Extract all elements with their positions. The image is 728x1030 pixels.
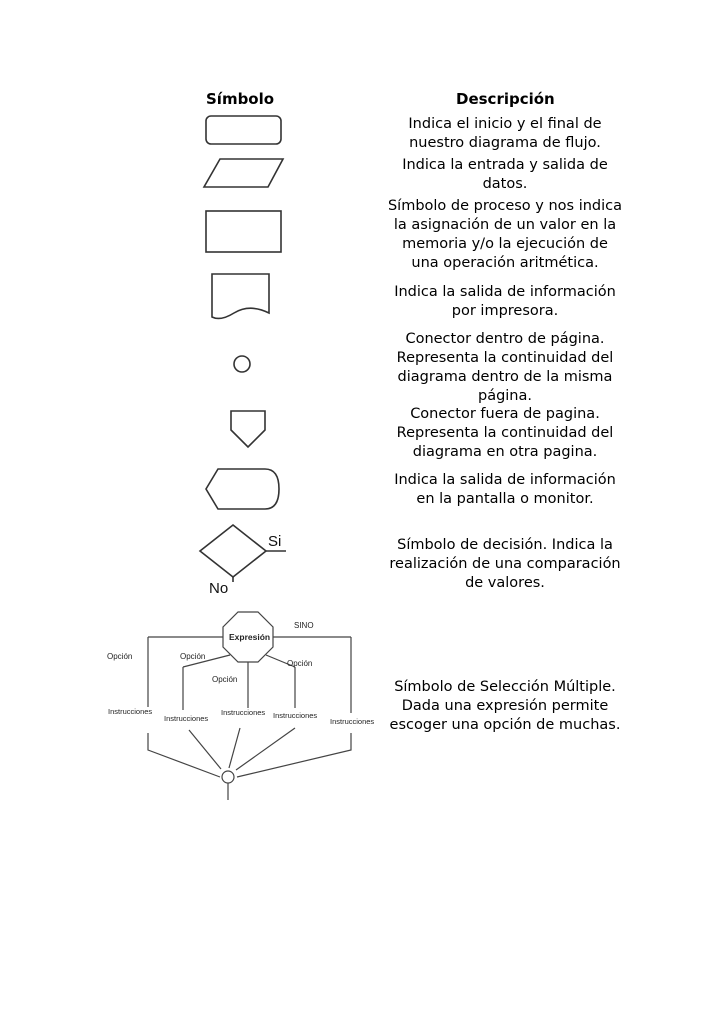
input-output-description: Indica la entrada y salida de datos. — [402, 157, 608, 192]
instructions-label-5: Instrucciones — [330, 717, 375, 726]
multiple-selection-symbol — [107, 612, 374, 800]
instructions-label-4: Instrucciones — [273, 711, 318, 720]
else-label: SINO — [294, 621, 314, 630]
instructions-label-1: Instrucciones — [108, 707, 153, 716]
expression-label: Expresión — [229, 632, 271, 642]
terminal-symbol — [206, 116, 281, 144]
multiple-selection-description: Símbolo de Selección Múltiple. Dada una expresión permite escoger una opción de muchas. — [389, 679, 621, 733]
merge-connector — [222, 771, 234, 783]
on-page-connector-symbol — [234, 356, 250, 372]
instructions-label-3: Instrucciones — [221, 708, 266, 717]
printer-output-description: Indica la salida de información por impresora. — [394, 284, 616, 319]
decision-diamond — [200, 525, 266, 577]
off-page-connector-description: Conector fuera de pagina. Representa la continuidad del diagrama en otra pagina. — [396, 406, 614, 460]
on-page-connector-description: Conector dentro de página. Representa la continuidad del diagrama dentro de la misma página. — [396, 331, 614, 404]
decision-yes-label: Si — [268, 533, 282, 550]
center-merge — [229, 728, 240, 768]
printer-output-symbol — [212, 274, 269, 318]
decision-description: Símbolo de decisión. Indica la realización de una comparación de valores. — [389, 537, 621, 591]
process-symbol — [206, 211, 281, 252]
process-description: Símbolo de proceso y nos indica la asignación de un valor en la memoria y/o la ejecución de una operación aritmética. — [387, 198, 623, 271]
display-output-symbol — [206, 469, 279, 509]
decision-symbol — [200, 525, 286, 597]
else-merge — [237, 733, 351, 777]
right-inner-merge — [236, 728, 295, 770]
option-label-1: Opción — [107, 652, 133, 661]
option-label-2: Opción — [180, 652, 206, 661]
decision-no-label: No — [209, 580, 229, 597]
option-label-4: Opción — [287, 659, 313, 668]
left-inner-merge — [189, 730, 221, 769]
symbol-column-header: Símbolo — [206, 90, 275, 108]
option-label-3: Opción — [212, 675, 238, 684]
input-output-symbol — [204, 159, 283, 187]
description-column-header: Descripción — [456, 90, 555, 108]
off-page-connector-symbol — [231, 411, 265, 447]
display-output-description: Indica la salida de información en la pantalla o monitor. — [394, 472, 616, 507]
instructions-label-2: Instrucciones — [164, 714, 209, 723]
terminal-description: Indica el inicio y el final de nuestro diagrama de flujo. — [408, 116, 602, 151]
